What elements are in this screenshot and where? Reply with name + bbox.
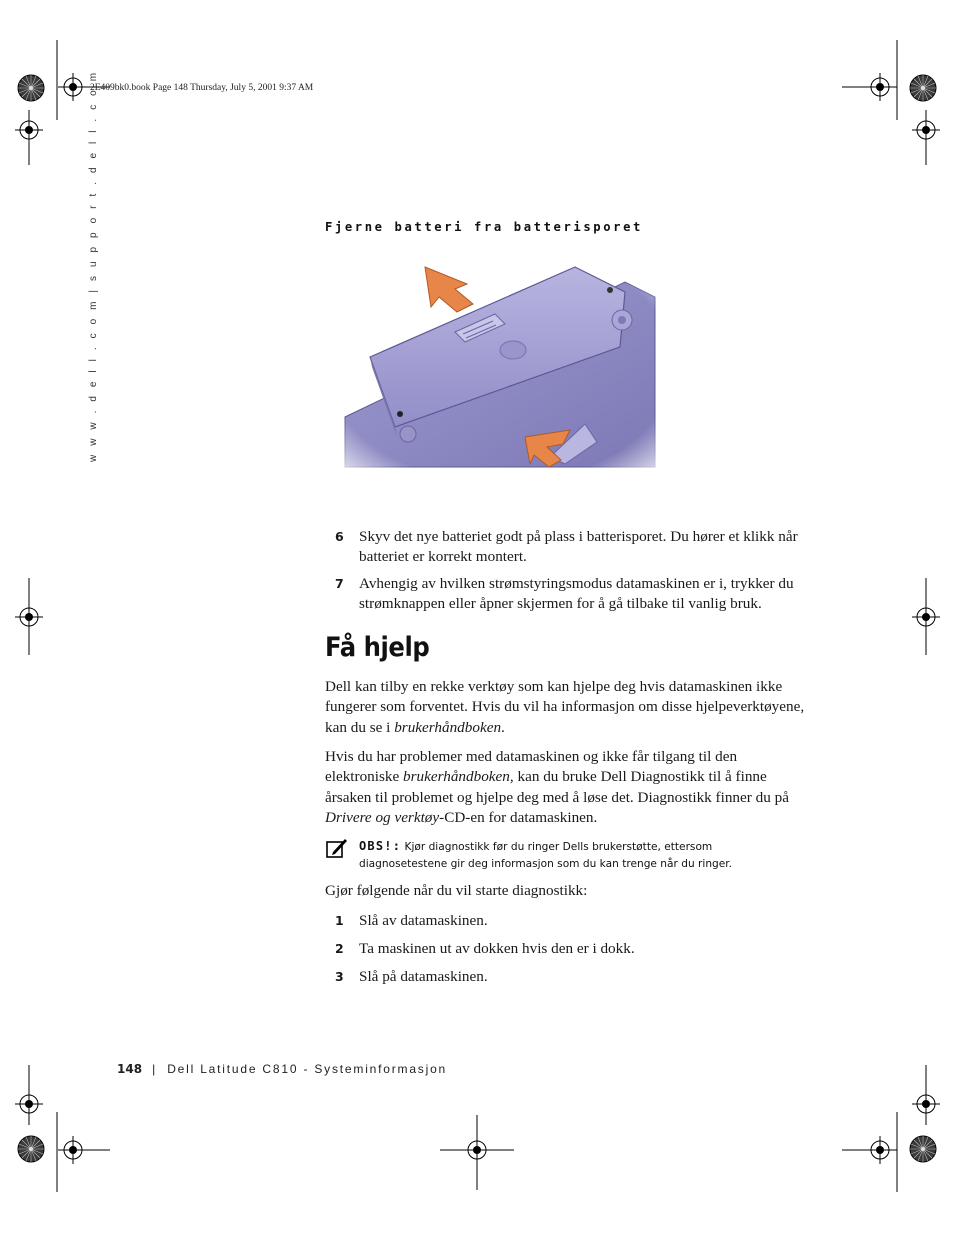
note-text: Kjør diagnostikk før du ringer Dells brukerstøtte, ettersom diagnosetestene gir deg informasjon som du kan trenge når du ringer. [359,841,733,870]
emphasis: brukerhåndboken [394,718,502,736]
sidebar-website-url: w w w . d e l l . c o m | s u p p o r t . d e l l . c o m [88,69,99,462]
emphasis: Drivere og verktøy [325,808,440,826]
step-number: 2 [335,941,344,956]
step-text: Avhengig av hvilken strømstyringsmodus datamaskinen er i, trykker du strømknappen eller åpner skjermen for å gå tilbake til vanlig bruk. [359,575,794,612]
page-footer [117,1062,447,1076]
paragraph-instructions: Gjør følgende når du vil starte diagnostikk: [325,882,588,899]
print-slug: 2E409bk0.book Page 148 Thursday, July 5, 2001 9:37 AM [90,83,314,93]
battery-removal-illustration [335,252,665,477]
step-text: Ta maskinen ut av dokken hvis den er i dokk. [359,940,635,957]
figure-caption: Fjerne batteri fra batterisporet [325,220,643,234]
step-number: 7 [335,576,344,591]
section-heading: Få hjelp [325,632,430,663]
note-pencil-icon [326,838,348,858]
emphasis: brukerhåndboken [403,768,510,786]
note-box [359,838,799,873]
paragraph-intro [325,677,810,738]
footer-title: Dell Latitude C810 - Systeminformasjon [167,1062,448,1076]
step-text: Skyv det nye batteriet godt på plass i batterisporet. Du hører et klikk når batteriet er korrekt montert. [359,528,798,565]
text-run: -CD-en for datamaskinen. [439,808,598,826]
note-label: OBS!: [359,839,402,853]
text-run: . [501,718,505,736]
text-run: Dell kan tilby en rekke verktøy som kan hjelpe deg hvis datamaskinen ikke fungerer som forventet. Hvis du vil ha informasjon om disse hjelpeverktøyene, kan du se i [325,678,805,736]
step-text: Slå på datamaskinen. [359,968,488,985]
step-text: Slå av datamaskinen. [359,912,488,929]
paragraph-diagnostics [325,747,810,828]
text-run: , kan du bruke Dell Diagnostikk til å finne årsaken til problemet og hjelpe deg med å løse det. Diagnostikk finner du på [325,768,789,806]
footer-separator: | [152,1062,156,1076]
page-number: 148 [117,1062,143,1076]
text-run: Hvis du har problemer med datamaskinen og ikke får tilgang til den elektroniske [325,748,738,786]
step-number: 3 [335,969,344,984]
step-number: 1 [335,913,344,928]
step-number: 6 [335,529,344,544]
